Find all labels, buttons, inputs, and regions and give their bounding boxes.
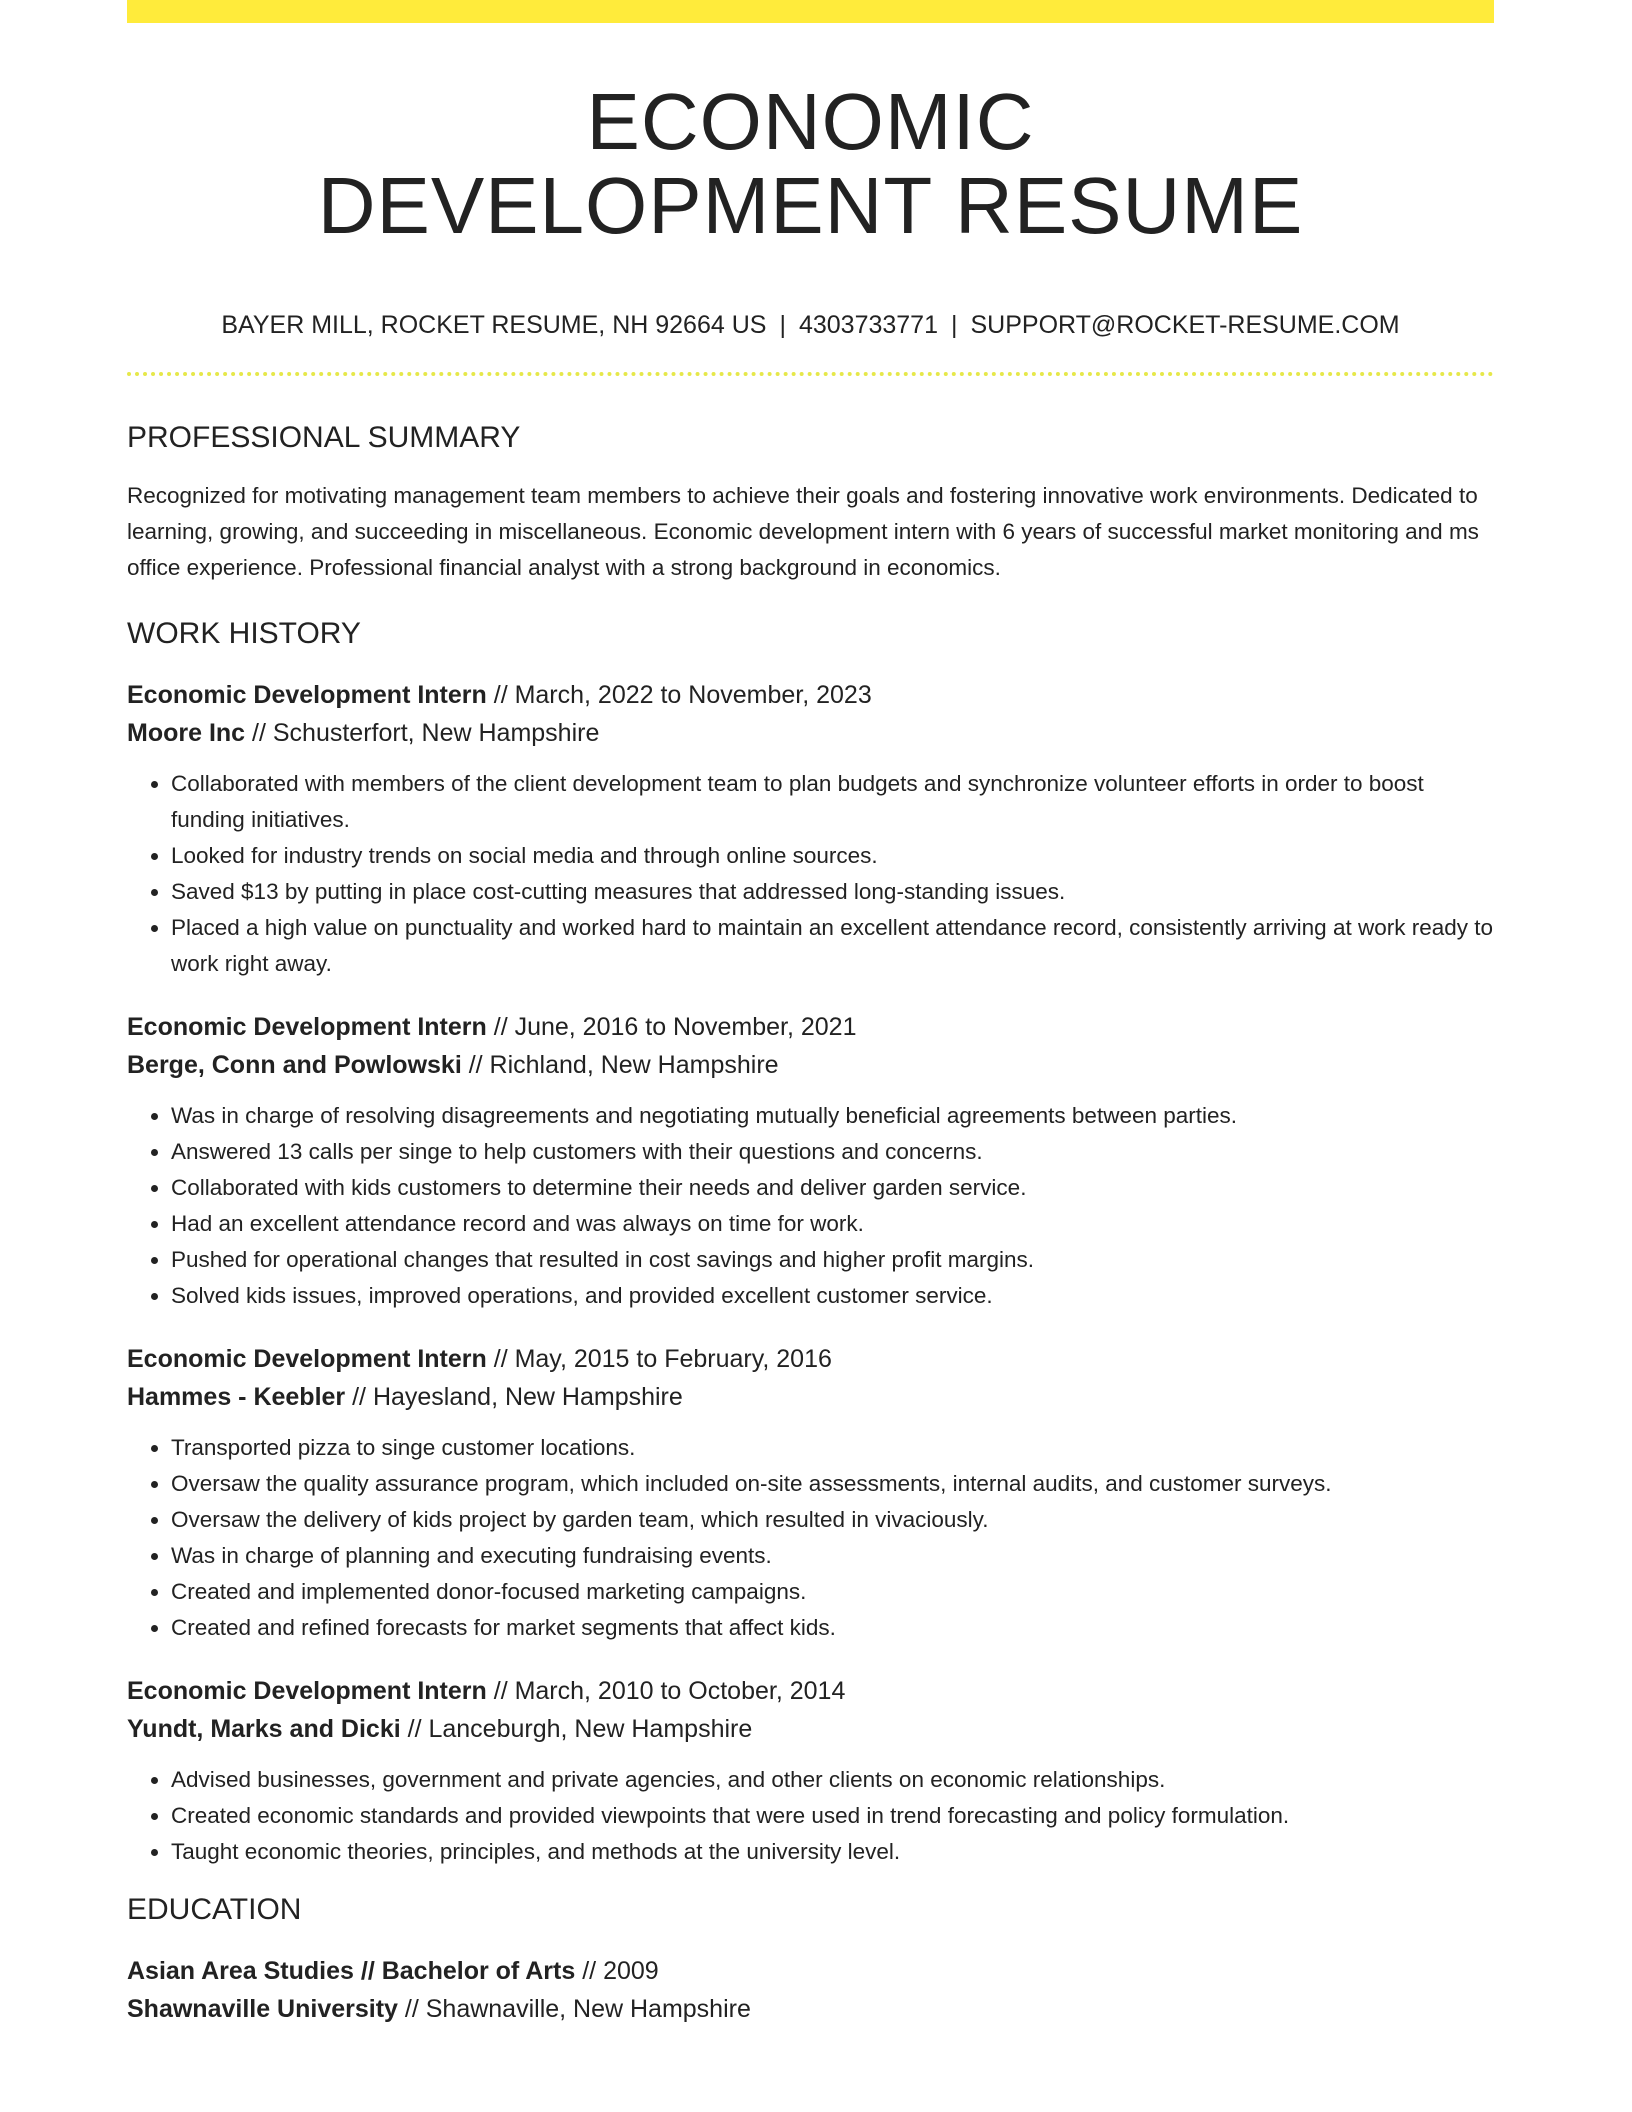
job-title: Economic Development Intern [127,681,487,709]
education-heading: EDUCATION [127,1893,302,1926]
job-dates: // March, 2010 to October, 2014 [486,1677,846,1705]
education-location: // Shawnaville, New Hampshire [397,1995,751,2023]
resume-content [127,0,1494,2028]
job-bullet: • Collaborated with kids customers to determine their needs and deliver garden service. [171,1170,1494,1206]
job-bullet: • Created and implemented donor-focused marketing campaigns. [171,1574,1494,1610]
job-bullet: • Was in charge of planning and executing fundraising events. [171,1538,1494,1574]
job-title: Economic Development Intern [127,1013,487,1041]
education-degree-line [127,1952,1494,1990]
job-bullets [127,1098,1494,1314]
job-entry [127,1008,1494,1314]
job-dates: // March, 2022 to November, 2023 [486,681,872,709]
work-history-heading: WORK HISTORY [127,617,361,650]
job-title-line [127,1008,1494,1046]
job-bullet: • Was in charge of resolving disagreements and negotiating mutually beneficial agreements between parties. [171,1098,1494,1134]
education-school-line [127,1990,1494,2028]
job-title-line [127,1672,1494,1710]
contact-line [127,310,1494,340]
job-bullet: • Created economic standards and provided viewpoints that were used in trend forecasting and policy formulation. [171,1798,1494,1834]
job-bullet: • Looked for industry trends on social media and through online sources. [171,838,1494,874]
job-bullet: • Pushed for operational changes that resulted in cost savings and higher profit margins. [171,1242,1494,1278]
job-title: Economic Development Intern [127,1345,487,1373]
job-bullet: • Saved $13 by putting in place cost-cutting measures that addressed long-standing issues. [171,874,1494,910]
job-company: Moore Inc [127,719,246,747]
job-bullet: • Placed a high value on punctuality and worked hard to maintain an excellent attendance record, consistently arriving at work ready to work right away. [171,910,1494,982]
job-location: // Schusterfort, New Hampshire [245,719,600,747]
job-location: // Lanceburgh, New Hampshire [400,1715,753,1743]
title-line-2: DEVELOPMENT RESUME [317,161,1304,250]
job-entry [127,1672,1494,1870]
job-bullet: • Oversaw the delivery of kids project by garden team, which resulted in vivaciously. [171,1502,1494,1538]
contact-email: SUPPORT@ROCKET-RESUME.COM [970,311,1400,339]
job-bullet: • Collaborated with members of the client development team to plan budgets and synchronize volunteer efforts in order to boost funding initiatives. [171,766,1494,838]
job-company: Berge, Conn and Powlowski [127,1051,462,1079]
job-title-line [127,1340,1494,1378]
contact-separator: | [951,311,958,339]
job-location: // Richland, New Hampshire [461,1051,779,1079]
education-school: Shawnaville University [127,1995,398,2023]
job-bullet: • Taught economic theories, principles, and methods at the university level. [171,1834,1494,1870]
job-entry [127,676,1494,982]
summary-text: Recognized for motivating management team members to achieve their goals and fostering innovative work environments. Dedicated to learning, growing, and succeeding in miscellaneous. Economic development intern with 6 years of successful market monitoring and ms office experience. Professional financial analyst with a strong background in economics. [127,483,1479,580]
job-company-line [127,1378,1494,1416]
job-title: Economic Development Intern [127,1677,487,1705]
job-bullet: • Created and refined forecasts for market segments that affect kids. [171,1610,1494,1646]
header-divider [127,372,1494,376]
job-location: // Hayesland, New Hampshire [345,1383,683,1411]
job-bullet: • Answered 13 calls per singe to help customers with their questions and concerns. [171,1134,1494,1170]
job-entry [127,1340,1494,1646]
job-bullets [127,1762,1494,1870]
contact-phone: 4303733771 [798,311,938,339]
job-dates: // May, 2015 to February, 2016 [486,1345,832,1373]
job-dates: // June, 2016 to November, 2021 [486,1013,857,1041]
job-company-line [127,1710,1494,1748]
job-company-line [127,1046,1494,1084]
title-line-1: ECONOMIC [586,77,1035,166]
job-bullet: • Had an excellent attendance record and was always on time for work. [171,1206,1494,1242]
job-bullets [127,1430,1494,1646]
job-title-line [127,676,1494,714]
job-bullet: • Transported pizza to singe customer locations. [171,1430,1494,1466]
job-bullet: • Oversaw the quality assurance program, which included on-site assessments, internal audits, and customer surveys. [171,1466,1494,1502]
contact-address: BAYER MILL, ROCKET RESUME, NH 92664 US [221,311,767,339]
job-company: Yundt, Marks and Dicki [127,1715,401,1743]
education-year: // 2009 [575,1957,659,1985]
job-bullets [127,766,1494,982]
education-degree: Asian Area Studies // Bachelor of Arts [127,1957,576,1985]
job-bullet: • Solved kids issues, improved operations, and provided excellent customer service. [171,1278,1494,1314]
resume-title [127,0,1494,248]
contact-separator: | [779,311,786,339]
job-company-line [127,714,1494,752]
job-company: Hammes - Keebler [127,1383,346,1411]
job-bullet: • Advised businesses, government and private agencies, and other clients on economic relationships. [171,1762,1494,1798]
summary-heading: PROFESSIONAL SUMMARY [127,421,521,454]
